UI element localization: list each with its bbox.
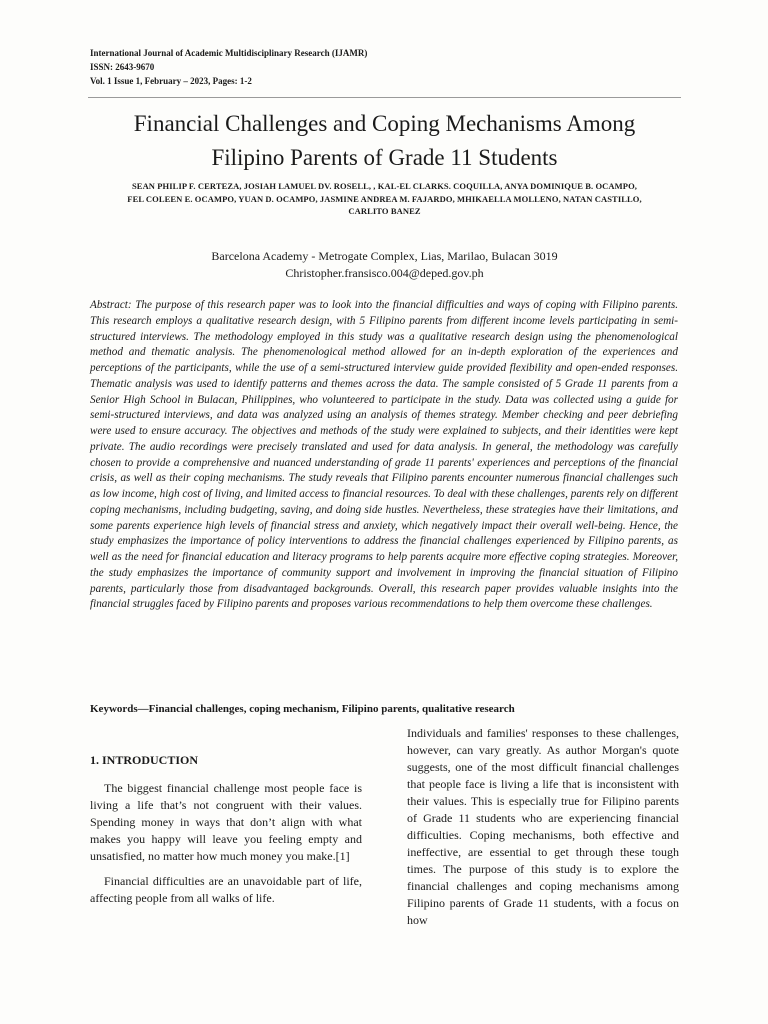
journal-header (90, 46, 690, 88)
affiliation: Barcelona Academy - Metrogate Complex, Lias, Marilao, Bulacan 3019 (211, 249, 558, 263)
keywords: Keywords—Financial challenges, coping mechanism, Filipino parents, qualitative research (90, 703, 515, 715)
header-divider (88, 97, 681, 98)
affiliation-block (88, 248, 681, 282)
body-column-right (407, 725, 679, 937)
section-heading-introduction: 1. INTRODUCTION (90, 753, 199, 767)
body-paragraph: Individuals and families' responses to these challenges, however, can vary greatly. As author Morgan's quote suggests, one of the most difficult financial challenges that people face is living a life that is inconsistent with their values. This is especially true for Filipino parents of Grade 11 students who are experiencing financial difficulties. Coping mechanisms, both effective and ineffective, are essential to get through these tough times. The purpose of this study is to explore the financial challenges and coping mechanisms among Filipino parents of Grade 11 students, with a focus on how (407, 726, 679, 927)
authors-line-1: SEAN PHILIP F. CERTEZA, JOSIAH LAMUEL DV. ROSELL, , KAL-EL CLARKS. COQUILLA, ANYA DOMINIQUE B. OCAMPO, (131, 181, 638, 191)
paper-title (88, 107, 681, 175)
body-paragraph: Financial difficulties are an unavoidable part of life, affecting people from all walks of life. (90, 874, 362, 905)
body-paragraph: The biggest financial challenge most people face is living a life that’s not congruent with their values. Spending money in ways that don’t align with what makes you happy will leave you feeling empty and unsatisfied, no matter how much money you make.[1] (90, 781, 362, 863)
abstract: Abstract: The purpose of this research paper was to look into the financial difficulties and ways of coping with Filipino parents. This research employs a qualitative research design, with 5 Filipino parents from different income levels participating in semi-structured interviews. The methodology employed in this study was a qualitative research design using the phenomenological method and thematic analysis. The phenomenological method allowed for an in-depth exploration of the experiences and perceptions of the participants, while the use of a semi-structured interview guide provided flexibility and open-ended responses. Thematic analysis was used to identify patterns and themes across the data. The sample consisted of 5 Grade 11 parents from a Senior High School in Bulacan, Philippines, who volunteered to participate in the study. Data was collected using a guide for semi-structured interviews, and data was analyzed using an analysis of themes strategy. Member checking and peer debriefing were used to ensure accuracy. The objectives and methods of the study were explained to subjects, and their identities were kept private. The audio recordings were precisely translated and used for data analysis. In general, the methodology was carefully chosen to provide a comprehensive and nuanced understanding of grade 11 parents' experiences and perceptions of the financial crisis, as well as their coping mechanisms. The study reveals that Filipino parents encounter numerous financial challenges such as low income, high cost of living, and limited access to financial resources. To deal with these challenges, parents rely on different coping mechanisms, including budgeting, saving, and doing side hustles. Nevertheless, these strategies have their limitations, and some parents experience high levels of financial stress and anxiety, which negatively impact their overall well-being. Hence, the study emphasizes the importance of policy interventions to address the financial challenges experienced by Filipino parents, as well as the need for financial education and literacy programs to help parents acquire more effective coping strategies. Moreover, the study emphasizes the importance of community support and involvement in improving the financial situation of Filipino parents, particularly those from disadvantaged backgrounds. Overall, this research paper provides valuable insights into the financial struggles faced by Filipino parents and proposes various recommendations to help them overcome these challenges. (90, 299, 678, 611)
author-list (108, 180, 661, 218)
journal-issn: ISSN: 2643-9670 (90, 62, 155, 72)
title-line-1: Financial Challenges and Coping Mechanisms Among (133, 111, 636, 136)
authors-line-2: FEL COLEEN E. OCAMPO, YUAN D. OCAMPO, JASMINE ANDREA M. FAJARDO, MHIKAELLA MOLLENO, NATAN CASTILLO, (127, 193, 642, 204)
journal-volume: Vol. 1 Issue 1, February – 2023, Pages: 1-2 (90, 76, 252, 86)
authors-line-3: CARLITO BANEZ (348, 206, 421, 216)
journal-name: International Journal of Academic Multidisciplinary Research (IJAMR) (90, 48, 368, 58)
contact-email[interactable]: Christopher.fransisco.004@deped.gov.ph (285, 266, 484, 280)
body-column-left (90, 752, 362, 915)
title-line-2: Filipino Parents of Grade 11 Students (211, 145, 558, 170)
